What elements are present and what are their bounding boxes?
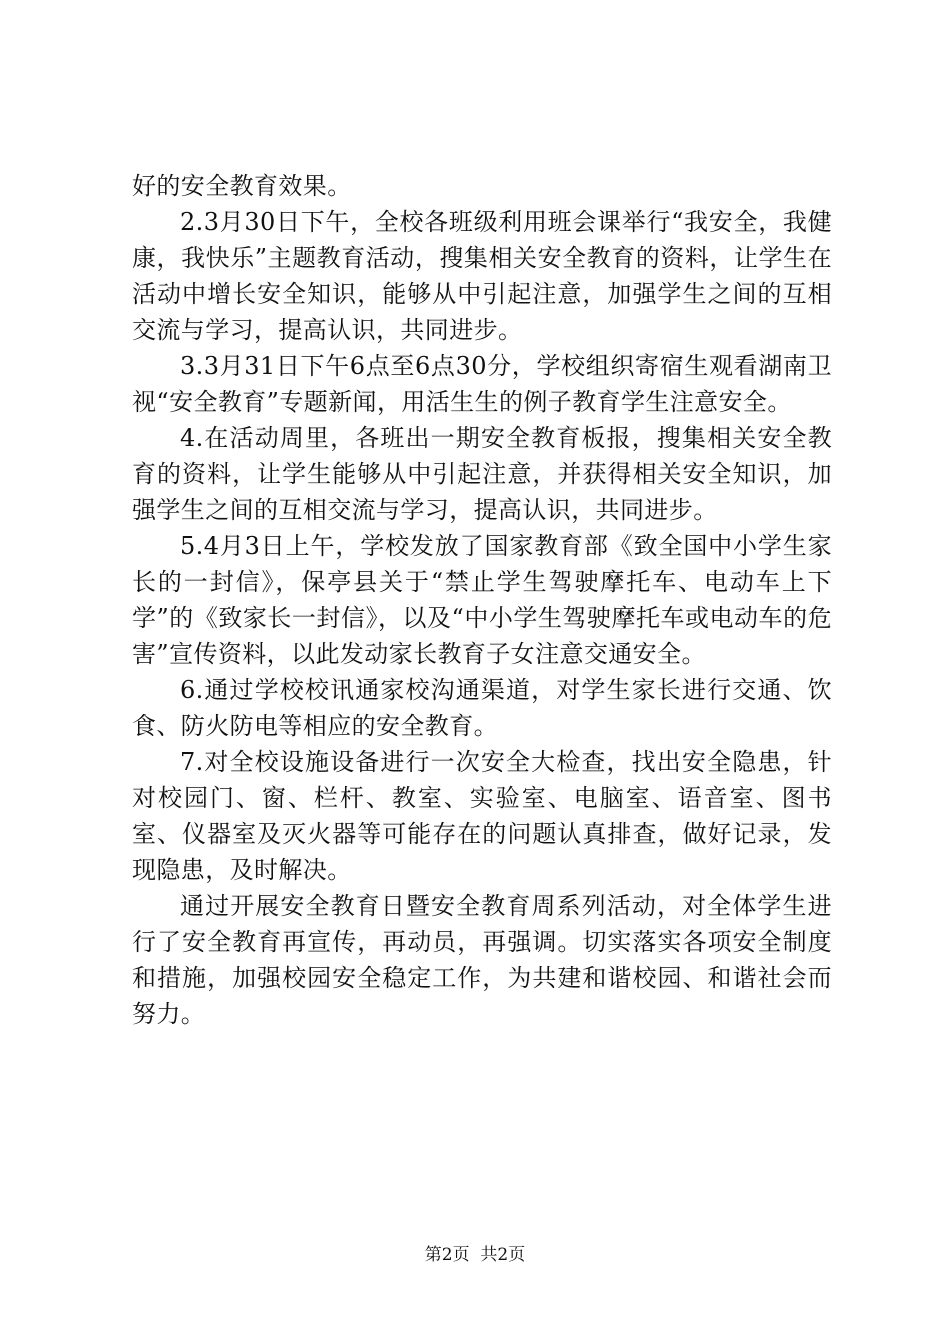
paragraph-continuation: 好的安全教育效果。 xyxy=(132,172,352,200)
paragraph-item-5: 5.4月3日上午，学校发放了国家教育部《致全国中小学生家长的一封信》，保亭县关于“禁止学生驾驶摩托车、电动车上下学”的《致家长一封信》，以及“中小学生驾驶摩托车或电动车的危害”宣传资料，以此发动家长教育子女注意交通安全。 xyxy=(132,532,832,668)
paragraph-item-7: 7.对全校设施设备进行一次安全大检查，找出安全隐患，针对校园门、窗、栏杆、教室、实验室、电脑室、语音室、图书室、仪器室及灭火器等可能存在的问题认真排查，做好记录，发现隐患，及时解决。 xyxy=(132,748,832,884)
paragraph-item-2: 2.3月30日下午，全校各班级利用班会课举行“我安全，我健康，我快乐”主题教育活动，搜集相关安全教育的资料，让学生在活动中增长安全知识，能够从中引起注意，加强学生之间的互相交流与学习，提高认识，共同进步。 xyxy=(132,208,832,344)
page-footer xyxy=(0,1243,950,1267)
document-body xyxy=(132,168,832,1032)
paragraph-item-3: 3.3月31日下午6点至6点30分，学校组织寄宿生观看湖南卫视“安全教育”专题新闻，用活生生的例子教育学生注意安全。 xyxy=(132,352,832,416)
page-number: 第2页 共2页 xyxy=(424,1245,526,1265)
paragraph-item-6: 6.通过学校校讯通家校沟通渠道，对学生家长进行交通、饮食、防火防电等相应的安全教育。 xyxy=(132,676,832,740)
paragraph-conclusion: 通过开展安全教育日暨安全教育周系列活动，对全体学生进行了安全教育再宣传，再动员，再强调。切实落实各项安全制度和措施，加强校园安全稳定工作，为共建和谐校园、和谐社会而努力。 xyxy=(132,892,832,1028)
paragraph-item-4: 4.在活动周里，各班出一期安全教育板报，搜集相关安全教育的资料，让学生能够从中引起注意，并获得相关安全知识，加强学生之间的互相交流与学习，提高认识，共同进步。 xyxy=(132,424,832,524)
